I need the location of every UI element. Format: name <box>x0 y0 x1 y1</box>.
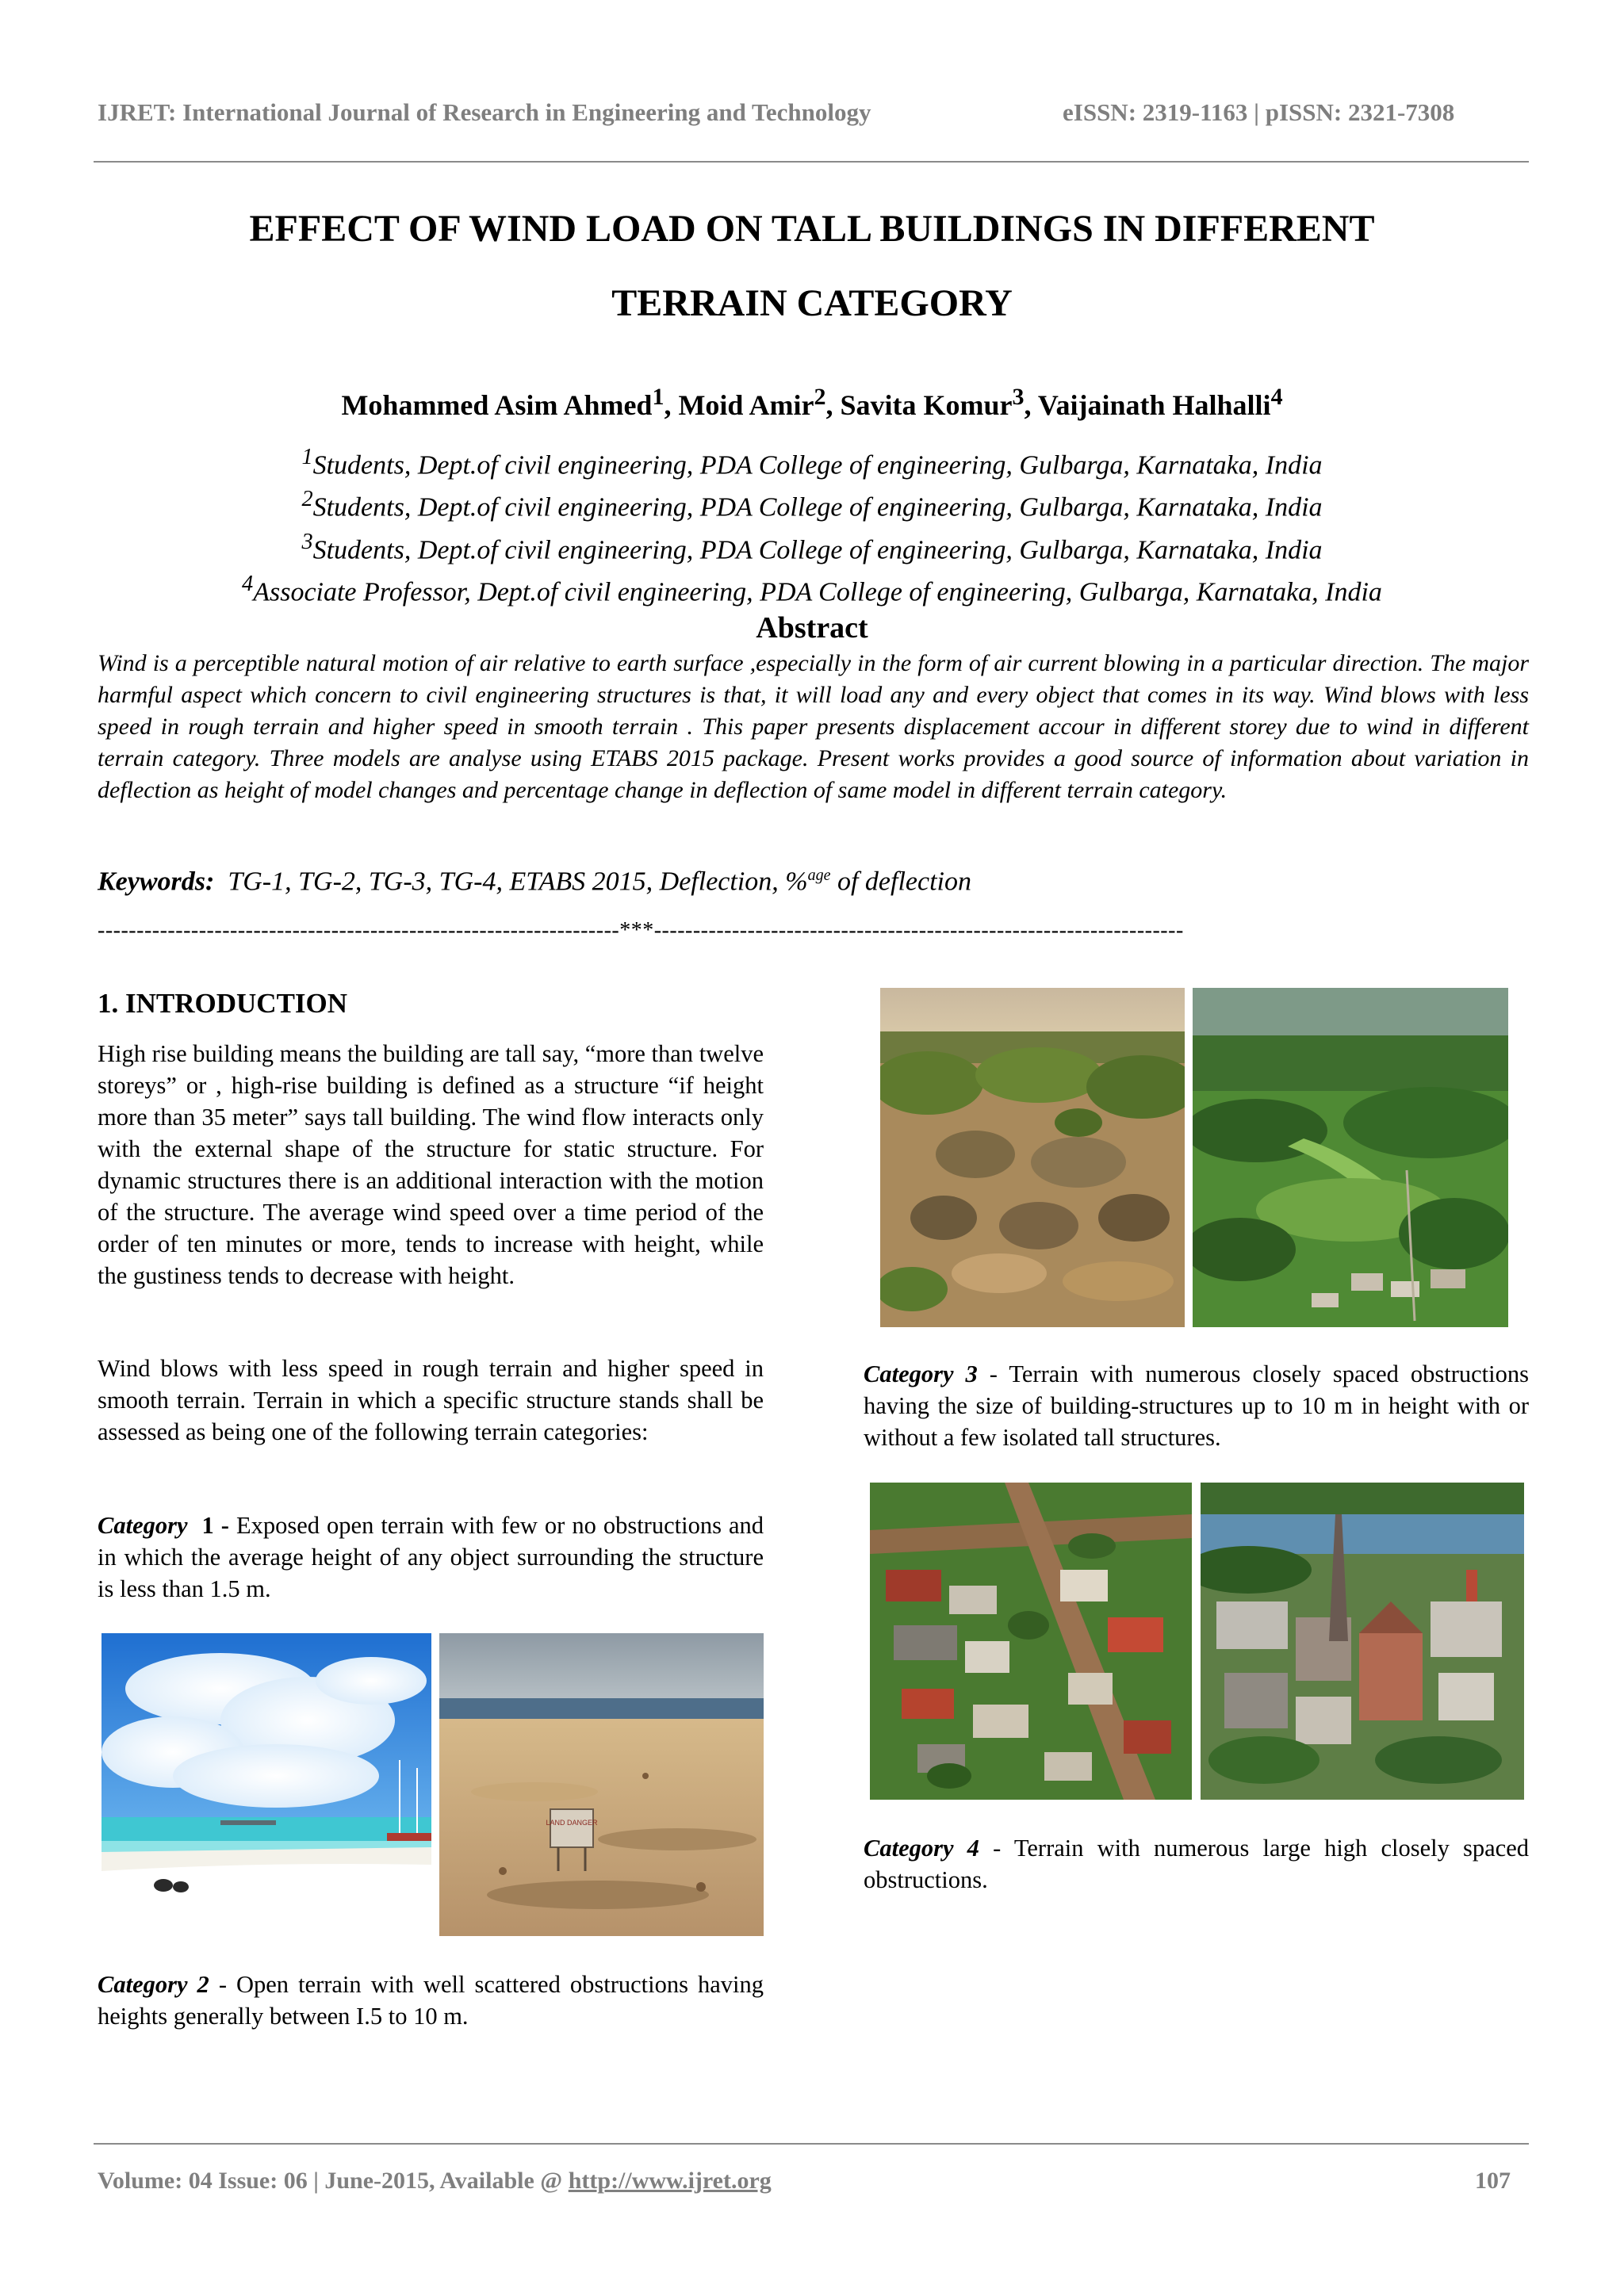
category-4-aerial-houses-image <box>870 1483 1192 1800</box>
affiliation-1: $^1$Students, Dept.of civil engineering, PDA College of engineering, Gulbarga, Karnataka, India <box>301 445 1323 480</box>
paper-title-line-1: EFFECT OF WIND LOAD ON TALL BUILDINGS IN DIFFERENT <box>249 208 1375 250</box>
sign-text: LAND DANGER <box>546 1819 598 1827</box>
author-2: Moid Amir$^2$, <box>678 384 841 421</box>
author-3: Savita Komur$^3$, <box>840 384 1038 421</box>
category-4-town-image <box>1201 1483 1524 1800</box>
abstract-heading: Abstract <box>756 611 868 645</box>
journal-website-link[interactable]: http://www.ijret.org <box>568 2168 772 2194</box>
introduction-paragraph-2: Wind blows with less speed in rough terrain and higher speed in smooth terrain. Terrain in which a specific structure stands shall be assessed as being one of the following terrain categories: <box>98 1355 764 1445</box>
introduction-heading: 1. INTRODUCTION <box>98 988 348 1019</box>
author-list <box>0 384 1624 422</box>
author-4: Vaijainath Halhalli$^4$ <box>1037 384 1283 421</box>
paper-title-line-2: TERRAIN CATEGORY <box>611 282 1013 324</box>
category-1-desert-image <box>439 1633 764 1936</box>
abstract-text: Wind is a perceptible natural motion of air relative to earth surface ,especially in the form of air current blowing in a particular direction. The major harmful aspect which concern to civil engineering structures is that, it will load any and every object that comes in its way. Wind blows with less speed in rough terrain and higher speed in smooth terrain . This paper presents displacement accour in different storey due to wind in different terrain category. Three models are analyse using ETABS 2015 package. Present works provides a good source of information about variation in deflection as height of model changes and percentage change in deflection of same model in different terrain category. <box>98 650 1529 803</box>
keywords-label: Keywords: <box>98 867 215 897</box>
category-1-description: Category 1 - Exposed open terrain with few or no obstructions and in which the average height of any object surrounding the structure is less than 1.5 m. <box>98 1512 764 1602</box>
affiliations <box>0 440 1624 609</box>
section-separator: -------------------------------------------------------------------***-------------------------------------------------------------------- <box>98 918 1184 943</box>
category-3-description: Category 3 - Terrain with numerous closely spaced obstructions having the size of building-structures up to 10 m in height with or without a few isolated tall structures. <box>864 1360 1529 1451</box>
footer-rule <box>94 2143 1529 2145</box>
category-1-beach-image <box>102 1633 431 1936</box>
keywords: Keywords: TG-1, TG-2, TG-3, TG-4, ETABS 2015, Deflection, %$^{age}$ of deflection <box>98 867 971 897</box>
introduction-paragraph-1: High rise building means the building are tall say, “more than twelve storeys” or , high-rise building is defined as a structure “if height more than 35 meter” says tall building. The wind flow interacts only with the external shape of the structure for static structure. For dynamic structures there is an additional interaction with the motion of the structure. The average wind speed over a time period of the order of ten minutes or more, tends to increase with height, while the gustiness tends to decrease with height. <box>98 1040 764 1289</box>
category-3-countryside-image <box>1193 988 1508 1327</box>
header-rule <box>94 161 1529 163</box>
category-3-village-image <box>880 988 1185 1327</box>
journal-header: IJRET: International Journal of Research in Engineering and Technology <box>98 98 871 126</box>
issn-header: eISSN: 2319-1163 | pISSN: 2321-7308 <box>1063 98 1455 126</box>
category-2-description: Category 2 - Open terrain with well scattered obstructions having heights generally between I.5 to 10 m. <box>98 1971 764 2030</box>
page-number: 107 <box>1475 2168 1511 2194</box>
affiliation-3: $^3$Students, Dept.of civil engineering, PDA College of engineering, Gulbarga, Karnataka, India <box>301 529 1323 564</box>
footer-volume: Volume: 04 Issue: 06 | June-2015, Available @ http://www.ijret.org <box>98 2168 772 2194</box>
affiliation-2: $^2$Students, Dept.of civil engineering, PDA College of engineering, Gulbarga, Karnataka, India <box>301 487 1323 522</box>
category-4-description: Category 4 - Terrain with numerous large high closely spaced obstructions. <box>864 1835 1530 1893</box>
author-1: Mohammed Asim Ahmed$^1$, <box>341 384 679 421</box>
affiliation-4: $^4$Associate Professor, Dept.of civil engineering, PDA College of engineering, Gulbarga, Karnataka, India <box>242 571 1382 607</box>
